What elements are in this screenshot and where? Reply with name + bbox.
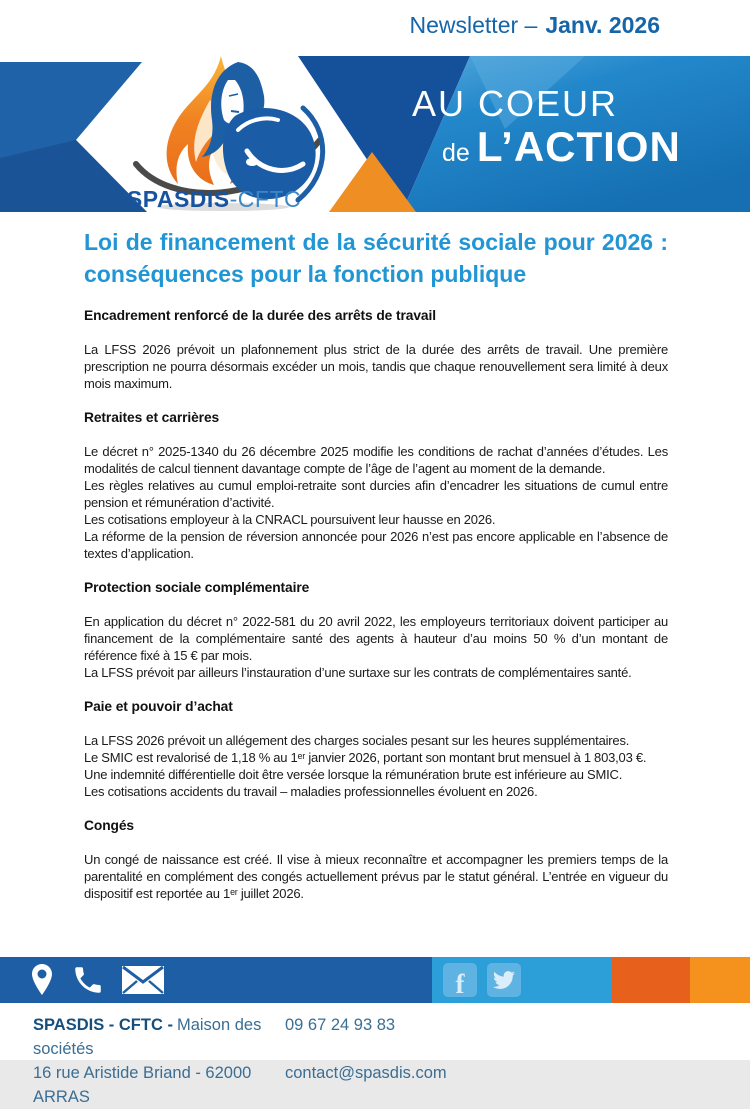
section-paragraph: La LFSS 2026 prévoit un plafonnement plus strict de la durée des arrêts de travail. Une première prescription ne pourra désormais excéder un mois, tandis que chaque renouvellement sera limité à deux mois maximum. bbox=[84, 342, 668, 391]
newsletter-date: Janv. 2026 bbox=[545, 12, 660, 38]
section-paragraph: Le décret n° 2025-1340 du 26 décembre 2025 modifie les conditions de rachat d’années d’études. Les modalités de calcul tiennent davantage compte de l’âge de l’agent au moment de la demande. bbox=[84, 444, 668, 476]
section-paragraph: La LFSS 2026 prévoit un allégement des charges sociales pesant sur les heures supplémentaires. bbox=[84, 733, 630, 748]
article-title: Loi de financement de la sécurité sociale pour 2026 : conséquences pour la fonction publique bbox=[84, 229, 668, 287]
phone-number[interactable]: 09 67 24 93 83 bbox=[285, 1016, 396, 1034]
section-heading: Encadrement renforcé de la durée des arrêts de travail bbox=[84, 308, 436, 323]
footer-contact bbox=[33, 1013, 447, 1109]
section-heading: Retraites et carrières bbox=[84, 410, 220, 425]
logo-wordmark bbox=[112, 186, 316, 213]
facebook-glyph: f bbox=[455, 969, 465, 999]
section-retraites bbox=[84, 409, 668, 562]
banner-tagline bbox=[412, 84, 681, 169]
tagline-line2 bbox=[442, 125, 681, 169]
location-pin-icon bbox=[30, 963, 54, 997]
section-paragraph: La LFSS prévoit par ailleurs l’instauration d’une surtaxe sur les contrats de complémentaires santé. bbox=[84, 665, 632, 680]
envelope-icon bbox=[122, 966, 164, 994]
newsletter-label: Newsletter – bbox=[409, 12, 538, 38]
newsletter-header bbox=[410, 12, 661, 39]
twitter-bird bbox=[493, 969, 515, 991]
section-heading: Congés bbox=[84, 818, 134, 833]
article-body bbox=[0, 212, 750, 957]
section-paragraph: Une indemnité différentielle doit être versée lorsque la rémunération brute est inférieure au SMIC. bbox=[84, 767, 623, 782]
tagline-action: L’ACTION bbox=[476, 123, 681, 170]
section-heading: Paie et pouvoir d’achat bbox=[84, 699, 233, 714]
logo-wordmark-light: -CFTC bbox=[229, 186, 302, 212]
section-heading: Protection sociale complémentaire bbox=[84, 580, 310, 595]
tagline-line1: AU COEUR bbox=[412, 83, 619, 124]
section-paie bbox=[84, 698, 668, 800]
email-address[interactable]: contact@spasdis.com bbox=[285, 1064, 447, 1082]
footer-bar bbox=[0, 957, 750, 1003]
section-paragraph: La réforme de la pension de réversion annoncée pour 2026 n’est pas encore applicable en l’absence de textes d’application. bbox=[84, 529, 668, 561]
section-arrets-travail bbox=[84, 307, 668, 392]
org-building: Maison des sociétés bbox=[33, 1016, 262, 1058]
org-address: 16 rue Aristide Briand - 62000 ARRAS bbox=[33, 1064, 252, 1106]
section-paragraph: Les cotisations accidents du travail – maladies professionnelles évoluent en 2026. bbox=[84, 784, 538, 799]
footer-segment-light-orange bbox=[690, 957, 750, 1003]
org-line bbox=[33, 1013, 285, 1061]
section-paragraph: Un congé de naissance est créé. Il vise à mieux reconnaître et accompagner les premiers temps de la parentalité en complément des congés actuellement prévus par le statut général. L’entrée en vigueur du dispositif est reportée au 1ᵉʳ juillet 2026. bbox=[84, 852, 668, 901]
section-conges bbox=[84, 817, 668, 902]
footer-segment-orange bbox=[612, 957, 690, 1003]
section-protection-sociale bbox=[84, 579, 668, 681]
section-paragraph: En application du décret n° 2022-581 du 20 avril 2022, les employeurs territoriaux doivent participer au financement de la complémentaire santé des agents à hauteur d’au moins 50 % d’un montant de référence fixé à 15 € par mois. bbox=[84, 614, 668, 663]
logo-wordmark-bold: SPASDIS bbox=[126, 186, 230, 212]
masthead-banner bbox=[0, 54, 750, 212]
section-paragraph: Les règles relatives au cumul emploi-retraite sont durcies afin d’encadrer les situations de cumul entre pension et rémunération d’activité. bbox=[84, 478, 668, 510]
footer-segment-light-blue bbox=[432, 957, 612, 1003]
phone-icon bbox=[71, 963, 105, 997]
helmet-detail bbox=[246, 158, 258, 166]
tagline-de: de bbox=[442, 139, 470, 167]
twitter-icon[interactable] bbox=[487, 963, 521, 997]
org-name: SPASDIS - CFTC - bbox=[33, 1016, 173, 1034]
section-paragraph: Les cotisations employeur à la CNRACL poursuivent leur hausse en 2026. bbox=[84, 512, 496, 527]
section-paragraph: Le SMIC est revalorisé de 1,18 % au 1ᵉʳ janvier 2026, portant son montant brut mensuel à 1 803,03 €. bbox=[84, 750, 647, 765]
facebook-icon[interactable] bbox=[443, 963, 477, 997]
footer-segment-blue bbox=[0, 957, 432, 1003]
face-mouth-line bbox=[231, 111, 239, 112]
